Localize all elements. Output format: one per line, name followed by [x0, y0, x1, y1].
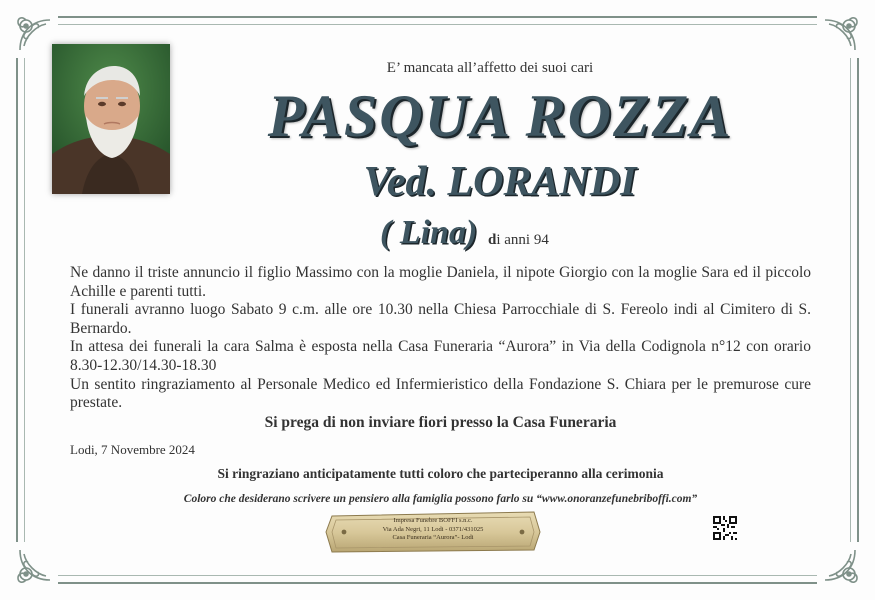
- floral-corner-bottom-left-icon: [12, 542, 58, 588]
- plaque-text: [358, 517, 508, 543]
- plaque-line-home: Casa Funeraria “Aurora”- Lodi: [392, 534, 474, 541]
- floral-corner-top-right-icon: [817, 12, 863, 58]
- age-prefix: d: [488, 232, 497, 248]
- deceased-name: PASQUA ROZZA: [267, 83, 733, 149]
- plaque-line-address: Via Ada Negri, 11 Lodi - 0371/431025: [382, 525, 484, 533]
- intro-line: E’ mancata all’affetto dei suoi cari: [386, 60, 594, 76]
- age-line: [488, 232, 549, 249]
- flowers-note: Si prega di non inviare fiori presso la Casa Funeraria: [264, 414, 617, 431]
- floral-corner-bottom-right-icon: [817, 542, 863, 588]
- funeral-home-plaque: [322, 510, 544, 554]
- thanks-line: Si ringraziano anticipatamente tutti coloro che parteciperanno alla cerimonia: [217, 466, 664, 481]
- nickname: ( Lina): [380, 214, 478, 251]
- widow-surname: Ved. LORANDI: [363, 159, 637, 205]
- paragraph-thanks-staff: Un sentito ringraziamento al Personale Medico ed Infermieristico della Fondazione S. Chiara per le premurose cure prestate.: [70, 375, 811, 412]
- qr-code-icon[interactable]: [713, 516, 737, 540]
- plaque-line-company: Impresa Funebre BOFFI s.n.c.: [393, 517, 473, 524]
- paragraph-viewing: In attesa dei funerali la cara Salma è esposta nella Casa Funeraria “Aurora” in Via della Codignola n°12 con orario 8.30-12.30/14.30-18.30: [70, 338, 811, 374]
- website-note: Coloro che desiderano scrivere un pensiero alla famiglia possono farlo su “www.onoranzefunebriboffi.com”: [183, 493, 698, 505]
- paragraph-funeral: I funerali avranno luogo Sabato 9 c.m. alle ore 10.30 nella Chiesa Parrocchiale di S. Fereolo indi al Cimitero di S. Bernardo.: [70, 301, 811, 337]
- announcement-body: [70, 264, 811, 413]
- place-date: Lodi, 7 Novembre 2024: [70, 442, 195, 457]
- portrait-photo: [52, 44, 170, 194]
- paragraph-family: Ne danno il triste annuncio il figlio Massimo con la moglie Daniela, il nipote Giorgio con la moglie Sara ed il piccolo Achille e parenti tutti.: [70, 264, 811, 300]
- age-rest: i anni 94: [496, 232, 549, 248]
